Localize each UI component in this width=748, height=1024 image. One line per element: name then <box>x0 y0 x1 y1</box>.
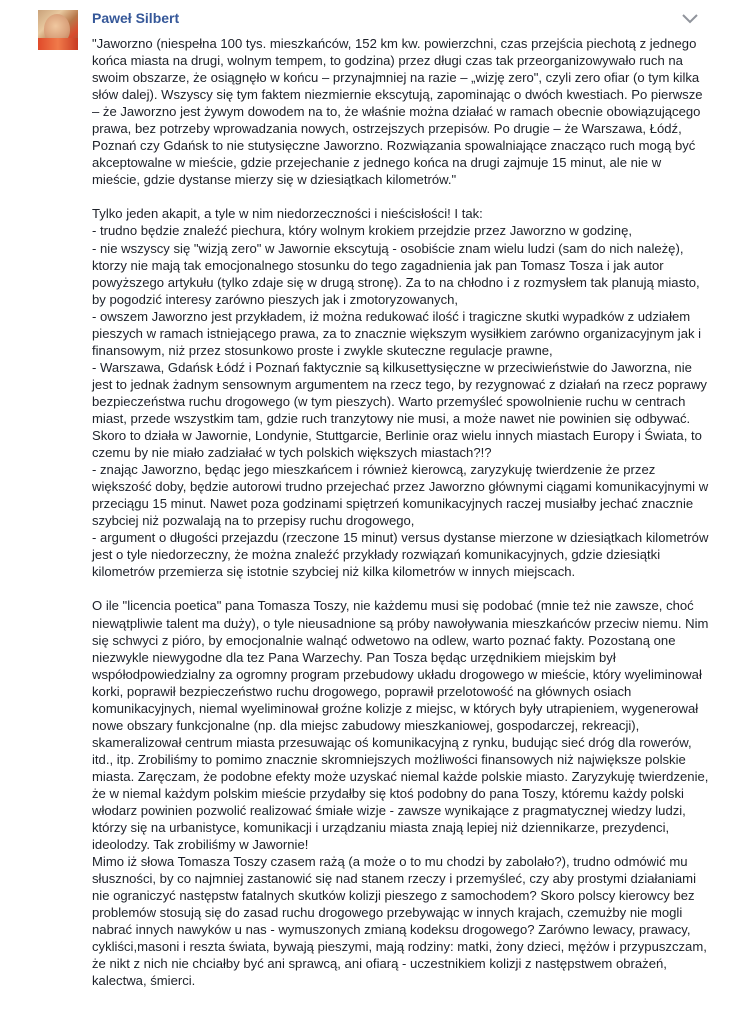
post-paragraph-closing: O ile "licencia poetica" pana Tomasza Toszy, nie każdemu musi się podobać (mnie też nie zawsze, choć niewątpliwie talent ma duży), o tyle nieusadnione są próby nawoływania mieszkańców przeciw niemu. Nim się schwyci z pióro, by emocjonalnie walnąć odwetowo na odlew, warto poznać fakty. Pozostaną one niezwykle niewygodne dla tez Pana Warzechy. Pan Tosza będąc urzędnikiem miejskim był współodpowiedzialny za ogromny program przebudowy układu drogowego w mieście, który wyeliminował korki, poprawił bezpieczeństwo ruchu drogowego, poprawił przelotowość na głównych osiach komunikacyjnych, niemal wyeliminował groźne kolizje z miejsc, w których były utrapieniem, wygenerował nowe obszary funkcjonalne (np. dla miejsc zabudowy mieszkaniowej, gospodarczej, rekreacji), skameralizował centrum miasta przesuwając oś komunikacyjną z rynku, budując sieć dróg dla rowerów, itd., itp. Zrobiliśmy to pomimo znacznie skromniejszych możliwości finansowych niż największe polskie miasta. Zaręczam, że podobne efekty może uzyskać niemal każde polskie miasto. Zaryzykuję twierdzenie, że w niemal każdym polskim mieście przydałby się ktoś podobny do pana Toszy, któremu każdy polski włodarz powinien pozwolić realizować śmiałe wizje - zawsze wynikające z pragmatycznej wiedzy ludzi, którzy się na urbanistyce, komunikacji i urządzaniu miasta znają lepiej niż dziennikarze, prezydenci, ideolodzy. Tak zrobiliśmy w Jawornie! Mimo iż słowa Tomasza Toszy czasem rażą (a może o to mu chodzi by zabolało?), trudno odmówić mu słuszności, by co najmniej zastanowić się nad stanem rzeczy i przemyśleć, czy aby prostymi działaniami nie ograniczyć następstw fatalnych skutków kolizji pieszego z samochodem? Skoro polscy kierowcy bez problemów stosują się do zasad ruchu drogowego przebywając w innych krajach, czemużby nie mogli nabrać innych nawyków u nas - wymuszonych zmianą kodeksu drogowego? Zarówno lewacy, prawacy, cykliści,masoni i reszta świata, bywają pieszymi, mają rodziny: matki, żony dzieci, mężów i przypuszczam, że nikt z nich nie chciałby być ani sprawcą, ani ofiarą - uczestnikiem kolizji z następstwem obrażeń, kalectwa, śmierci. <box>92 598 709 989</box>
author-name[interactable]: Paweł Silbert <box>92 10 180 26</box>
chevron-down-icon[interactable] <box>680 12 700 26</box>
paragraph-gap <box>92 188 710 205</box>
post-paragraph-quote: "Jaworzno (niespełna 100 tys. mieszkańców, 152 km kw. powierzchni, czas przejścia piechotą z jednego końca miasta na drugi, wolnym tempem, to godzina) przez długi czas tak przeorganizowywało ruch na swoim obszarze, że osiągnęło w końcu – przynajmniej na razie – „wizję zero", czyli zero ofiar (o tym kilka słów dalej). Wszyscy się tym faktem niezmiernie ekscytują, zapominając o dwóch kwestiach. Po pierwsze – że Jaworzno jest żywym dowodem na to, że właśnie można działać w ramach obecnie obowiązującego prawa, bez potrzeby wprowadzania nowych, ostrzejszych przepisów. Po drugie – że Warszawa, Łódź, Poznań czy Gdańsk to nie stutysięczne Jaworzno. Rozwiązania spowalniające znacząco ruch mogą być akceptowalne w mieście, gdzie przejechanie z jednego końca na drugi zajmuje 15 minut, ale nie w mieście, gdzie dystanse mierzy się w dziesiątkach kilometrów." <box>92 36 703 188</box>
paragraph-gap <box>92 580 710 597</box>
post-body <box>92 35 710 990</box>
avatar-shirt <box>38 38 78 50</box>
post-paragraph-list: Tylko jeden akapit, a tyle w nim niedorzeczności i nieścisłości! I tak: - trudno będzie znaleźć piechura, który wolnym krokiem przejdzie przez Jaworzno w godzinę, - nie wszyscy się "wizją zero" w Jawornie ekscytują - osobiście znam wielu ludzi (sam do nich należę), ktorzy nie mają tak emocjonalnego stosunku do tego zagadnienia jak pan Tomasz Tosza i jak autor powyższego artykułu (tylko zdaje się w drugą stronę). Za to na chłodno i z rozmysłem tak planują miasto, by pogodzić interesy zarówno pieszych jak i zmotoryzowanych, - owszem Jaworzno jest przykładem, iż można redukować ilość i tragiczne skutki wypadków z udziałem pieszych w ramach istniejącego prawa, za to znacznie większym wysiłkiem zarówno organizacyjnym jak i finansowym, niż przez stosunkowo proste i zwykle skuteczne regulacje prawne, - Warszawa, Gdańsk Łódź i Poznań faktycznie są kilkusettysięczne w przeciwieństwie do Jaworzna, nie jest to jednak żadnym sensownym argumentem na rzecz tego, by rezygnować z działań na rzecz poprawy bezpieczeństwa ruchu drogowego (w tym pieszych). Warto przemyśleć spowolnienie ruchu w centrach miast, przede wszystkim tam, gdzie ruch tranzytowy nie musi, a może nawet nie powinien się odbywać. Skoro to działa w Jawornie, Londynie, Stuttgarcie, Berlinie oraz wielu innych miastach Europy i Świata, to czemu by nie miało zadziałać w tych polskich większych miastach?!? - znając Jaworzno, będąc jego mieszkańcem i również kierowcą, zaryzykuję twierdzenie że przez większość doby, będzie autorowi trudno przejechać przez Jaworzno głównymi ciągami komunikacyjnymi w przeciągu 15 minut. Nawet poza godzinami spiętrzeń komunikacyjnych raczej musiałby jechać znacznie szybciej niż pozwalają na to przepisy ruchu drogowego, - argument o długości przejazdu (rzeczone 15 minut) versus dystanse mierzone w dziesiątkach kilometrów jest o tyle niedorzeczny, że można znaleźć przykłady rozwiązań komunikacyjnych, gdzie dziesiątki kilometrów przemierza się istotnie szybciej niż kilka kilometrów w innych miejscach. <box>92 206 709 580</box>
author-avatar[interactable] <box>38 10 78 50</box>
